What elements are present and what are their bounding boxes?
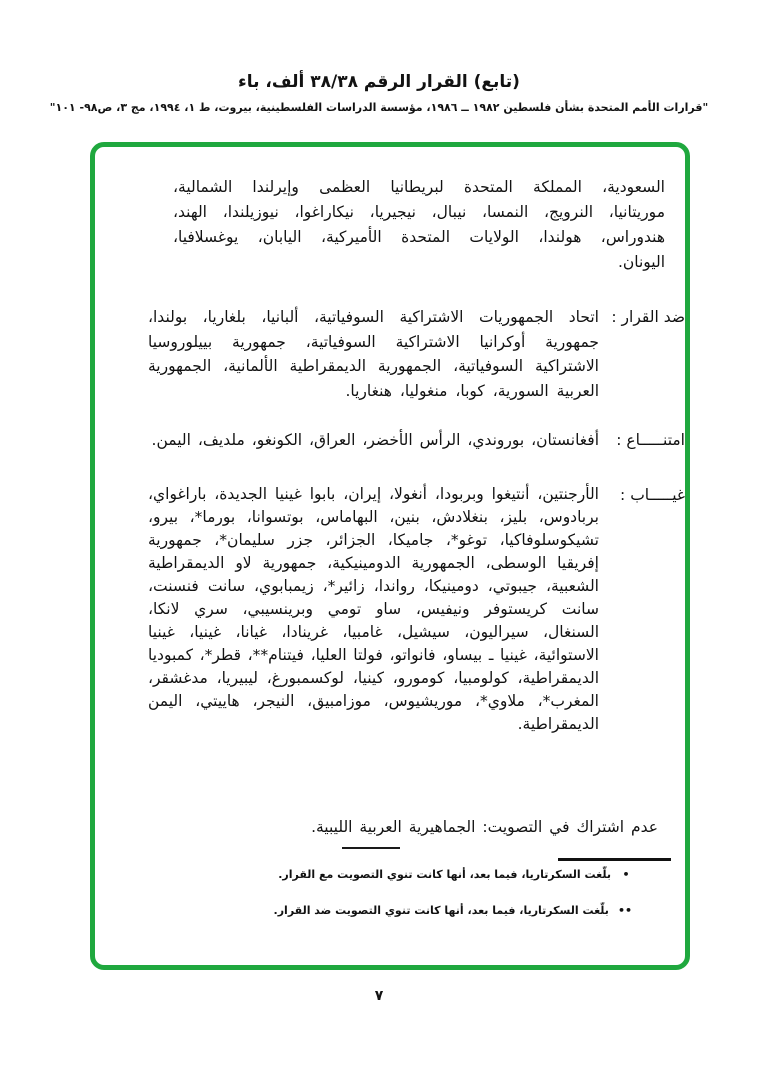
source-citation: "قرارات الأمم المتحدة بشأن فلسطين ١٩٨٢ ــ ١٩٨٦، مؤسسة الدراسات الفلسطينية، بيروت، ط ١، ١٩٩٤، مج ٣، ص٩٨- ١٠١" bbox=[49, 101, 709, 114]
against-countries: اتحاد الجمهوريات الاشتراكية السوفياتية، ألبانيا، بلغاريا، بولندا، جمهورية أوكرانيا الاشتراكية السوفياتية، جمهورية بييلوروسيا الاشتراكية السوفياتية، الجمهورية الديمقراطية الألمانية، الجمهورية العربية السورية، كوبا، منغوليا، هنغاريا. bbox=[148, 308, 599, 400]
voting-for-continuation-paragraph: السعودية، المملكة المتحدة لبريطانيا العظمى وإيرلندا الشمالية، موريتانيا، النرويج، النمسا، نيبال، نيجيريا، نيكاراغوا، نيوزيلندا، الهند، هندوراس، هولندا، الولايات المتحدة الأميركية، اليابان، يوغسلافيا، اليونان. bbox=[173, 178, 665, 271]
absent-label: غيـــــاب : bbox=[620, 486, 685, 504]
footnote-text: بلّغت السكرتاريا، فيما بعد، أنها كانت تنوي التصويت ضد القرار. bbox=[273, 904, 609, 917]
absent-countries: الأرجنتين، أنتيغوا وبربودا، أنغولا، إيران، بابوا غينيا الجديدة، باراغواي، بربادوس، بليز، بنغلادش، بنين، البهاماس، بوتسوانا، بورما*، بيرو، تشيكوسلوفاكيا، توغو*، جاميكا، الجزائر، جزر سليمان*، جمهورية إفريقيا الوسطى، الجمهورية الدومينيكية، جمهورية لاو الديمقراطية الشعبية، جيبوتي، دومينيكا، رواندا، زائير*، زيمبابوي، سانت فنسنت، سانت كريستوفر ونيفيس، ساو تومي وبرينسيبي، سري لانكا، السنغال، سيراليون، سيشيل، غامبيا، غرينادا، غيانا، غينيا، غينيا الاستوائية، غينيا ـ بيساو، فانواتو، فولتا العليا، فيتنام**، قطر*، كمبوديا الديمقراطية، كولومبيا، كومورو، كينيا، لوكسمبورغ، ليبيريا، مدغشقر، المغرب*، ملاوي*، موريشيوس، موزامبيق، النيجر، هاييتي، اليمن الديمقراطية. bbox=[148, 485, 599, 733]
against-paragraph bbox=[148, 305, 685, 403]
footnote-double-bullet-icon: •• bbox=[617, 904, 632, 917]
content-border-box bbox=[90, 142, 690, 970]
section-divider-rule bbox=[342, 847, 400, 849]
abstain-countries: أفغانستان، بوروندي، الرأس الأخضر، العراق، الكونغو، ملديف، اليمن. bbox=[151, 431, 599, 449]
footnote-text: بلّغت السكرتاريا، فيما بعد، أنها كانت تنوي التصويت مع القرار. bbox=[278, 868, 611, 881]
footnote-against-resolution bbox=[148, 903, 632, 918]
page-number: ٧ bbox=[374, 988, 384, 1004]
page-header bbox=[0, 70, 758, 114]
absent-paragraph bbox=[148, 483, 685, 736]
footnote-bullet-icon: • bbox=[622, 868, 630, 881]
footnote-divider-rule bbox=[558, 858, 671, 861]
abstain-paragraph bbox=[148, 428, 685, 453]
resolution-title: (تابع) القرار الرقم ٣٨/٣٨ ألف، باء bbox=[238, 72, 520, 92]
abstain-label: امتنـــــاع : bbox=[616, 431, 685, 449]
no-participation-paragraph: عدم اشتراك في التصويت: الجماهيرية العربية الليبية. bbox=[311, 818, 658, 836]
footnote-with-resolution bbox=[148, 867, 632, 882]
against-label: ضد القرار : bbox=[611, 308, 685, 326]
